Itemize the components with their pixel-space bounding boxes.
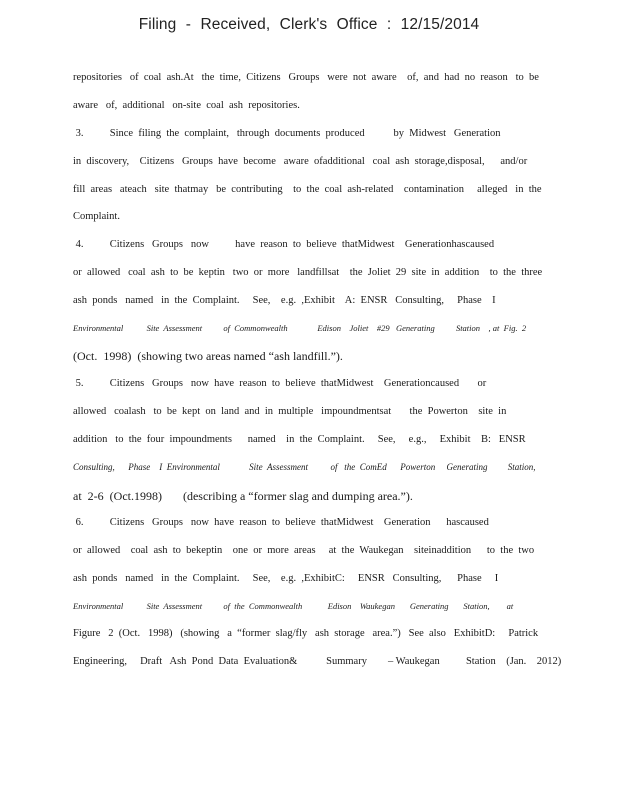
paragraph-4-line: 4. Citizens Groups now have reason to believe thatMidwest Generationhascaused	[73, 239, 495, 250]
text-line: ash ponds named in the Complaint. See, e.g. ,ExhibitC: ENSR Consulting, Phase I	[73, 573, 499, 584]
text-line: repositories of coal ash.At the time, Citizens Groups were not aware of, and had no reason to be	[73, 72, 539, 83]
text-line: ash ponds named in the Complaint. See, e.g. ,Exhibit A: ENSR Consulting, Phase I	[73, 295, 496, 306]
text-line: Figure 2 (Oct. 1998) (showing a “former slag/fly ash storage area.”) See also ExhibitD: Patrick	[73, 628, 539, 639]
text-line: aware of, additional on-site coal ash repositories.	[73, 100, 300, 111]
paragraph-6-line: 6. Citizens Groups now have reason to believe thatMidwest Generation hascaused	[73, 517, 489, 528]
text-line: at 2-6 (Oct.1998) (describing a “former slag and dumping area.”).	[73, 489, 413, 503]
text-line: Complaint.	[73, 211, 120, 222]
text-line: (Oct. 1998) (showing two areas named “ash landfill.”).	[73, 349, 343, 363]
text-line: in discovery, Citizens Groups have become aware ofadditional coal ash storage,disposal, and/or	[73, 156, 528, 167]
text-line: Engineering, Draft Ash Pond Data Evaluation& Summary – Waukegan Station (Jan. 2012)	[73, 656, 562, 667]
citation-line: Consulting, Phase I Environmental Site Assessment of the ComEd Powerton Generating Station,	[73, 462, 536, 472]
text-line: fill areas ateach site thatmay be contributing to the coal ash-related contamination alleged in the	[73, 184, 542, 195]
filing-header: Filing - Received, Clerk's Office : 12/15/2014	[138, 16, 480, 33]
paragraph-3-line: 3. Since filing the complaint, through documents produced by Midwest Generation	[73, 128, 501, 139]
text-line: addition to the four impoundments named in the Complaint. See, e.g., Exhibit B: ENSR	[73, 434, 526, 445]
text-line: or allowed coal ash to bekeptin one or more areas at the Waukegan siteinaddition to the two	[73, 545, 535, 556]
paragraph-5-line: 5. Citizens Groups now have reason to believe thatMidwest Generationcaused or	[73, 378, 487, 389]
text-line: or allowed coal ash to be keptin two or more landfillsat the Joliet 29 site in addition to the three	[73, 267, 543, 278]
citation-line: Environmental Site Assessment of Commonwealth Edison Joliet #29 Generating Station , at Fig. 2	[73, 323, 527, 333]
text-line: allowed coalash to be kept on land and in multiple impoundmentsat the Powerton site in	[73, 406, 507, 417]
citation-line: Environmental Site Assessment of the Commonwealth Edison Waukegan Generating Station, at	[73, 601, 514, 611]
